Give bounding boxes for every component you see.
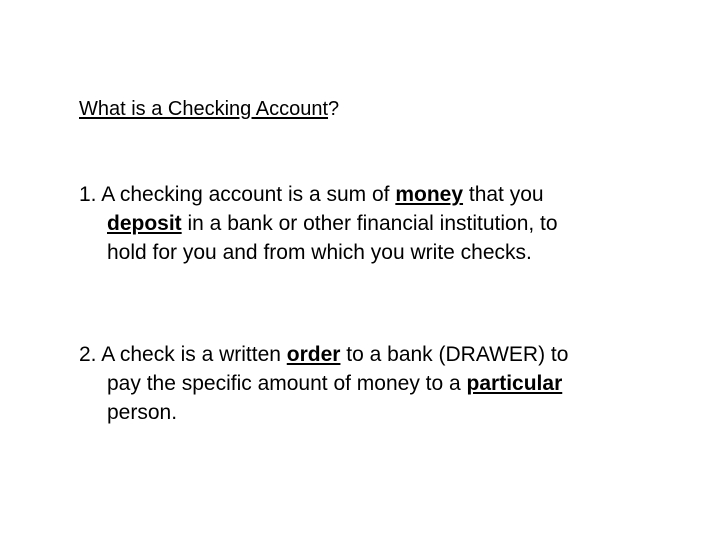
item-text: in a bank or other financial institution, to (181, 212, 558, 235)
keyword-money: money (395, 183, 464, 206)
slide-title-question-mark: ? (328, 98, 340, 120)
item-text: pay the specific amount of money to a (107, 372, 467, 395)
item-line (79, 340, 679, 369)
item-text: 2. A check is a written (79, 343, 287, 366)
item-line (79, 180, 679, 209)
item-line (79, 209, 679, 238)
keyword-deposit: deposit (107, 212, 182, 235)
keyword-order: order (286, 343, 341, 366)
keyword-particular: particular (466, 372, 563, 395)
definition-item-checking-account (79, 180, 679, 267)
item-text: to a bank (DRAWER) to (340, 343, 569, 366)
slide-title (79, 96, 339, 122)
definition-item-check (79, 340, 679, 427)
item-line: hold for you and from which you write checks. (107, 241, 532, 264)
item-text: 1. A checking account is a sum of (79, 183, 396, 206)
slide-title-text: What is a Checking Account (79, 98, 329, 120)
item-text: that you (463, 183, 544, 206)
item-line: person. (107, 401, 178, 424)
item-line (79, 369, 679, 398)
